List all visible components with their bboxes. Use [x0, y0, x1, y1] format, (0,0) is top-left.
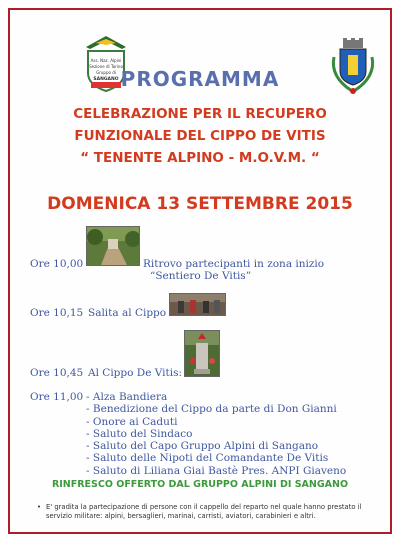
- item3-text: Al Cippo De Vitis:: [88, 367, 183, 379]
- svg-text:Sezione di Torino: Sezione di Torino: [89, 64, 123, 69]
- svg-text:Gruppo di: Gruppo di: [96, 70, 116, 75]
- page-title: PROGRAMMA: [120, 67, 280, 91]
- item1-text-sentiero: “Sentiero De Vitis”: [150, 270, 252, 282]
- ascent-photo: [169, 293, 226, 316]
- time-1015: Ore 10,15: [30, 307, 84, 319]
- item1-text: Ritrovo partecipanti in zona inizio: [143, 258, 325, 270]
- svg-text:SANGANO: SANGANO: [93, 77, 119, 82]
- svg-text:Ass. Naz. Alpini: Ass. Naz. Alpini: [90, 58, 122, 63]
- subtitle-line-1: CELEBRAZIONE PER IL RECUPERO: [73, 106, 327, 122]
- trail-photo: [86, 226, 140, 266]
- list-item: - Benedizione del Cippo da parte di Don Gianni: [86, 403, 337, 416]
- list-item: - Alza Bandiera: [86, 391, 168, 403]
- item2-text: Salita al Cippo: [88, 307, 167, 319]
- refreshment-notice: RINFRESCO OFFERTO DAL GRUPPO ALPINI DI SANGANO: [51, 479, 349, 490]
- event-date: DOMENICA 13 SETTEMBRE 2015: [47, 194, 353, 214]
- ceremony-list: [86, 391, 346, 477]
- time-1045: Ore 10,45: [30, 367, 84, 379]
- list-item: - Saluto del Sindaco: [86, 427, 193, 440]
- list-item: - Saluto del Capo Gruppo Alpini di Sangano: [86, 440, 319, 453]
- time-1000: Ore 10,00: [30, 258, 84, 270]
- time-1100: Ore 11,00: [30, 391, 84, 403]
- monument-photo: [184, 330, 220, 377]
- bullet-dot-icon: •: [37, 503, 42, 511]
- list-item: - Saluto di Liliana Giai Bastè Pres. ANPI Giaveno: [86, 464, 347, 477]
- note-text: E' gradita la partecipazione di persone con il cappello del reparto nel quale hanno prestato il servizio militare: alpini, bersaglieri, marinai, carristi, aviatori, carabinieri e altri.: [46, 503, 362, 520]
- list-item: - Saluto delle Nipoti del Comandante De Vitis: [86, 452, 329, 465]
- attendance-note: [37, 503, 380, 521]
- subtitle-line-2: FUNZIONALE DEL CIPPO DE VITIS: [74, 128, 326, 144]
- subtitle-line-3: “ TENENTE ALPINO - M.O.V.M. “: [80, 150, 320, 166]
- list-item: - Onore ai Caduti: [86, 415, 178, 428]
